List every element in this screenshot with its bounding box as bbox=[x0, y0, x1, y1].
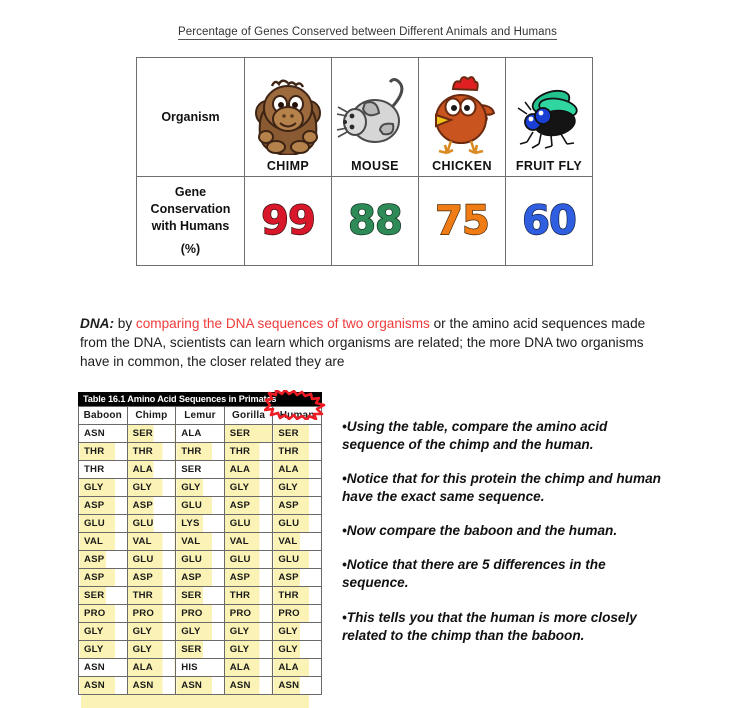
cell-organism-mouse bbox=[332, 58, 419, 177]
amino-acid-cell: ASP bbox=[273, 497, 322, 515]
amino-acid-cell: GLY bbox=[224, 641, 273, 659]
amino-acid-cell: ALA bbox=[224, 461, 273, 479]
column-header-baboon: Baboon bbox=[79, 407, 128, 425]
cell-value-chicken bbox=[419, 177, 506, 266]
table-row bbox=[79, 605, 322, 623]
amino-acid-body bbox=[79, 425, 322, 695]
amino-acid-cell: GLU bbox=[176, 551, 225, 569]
column-header-lemur: Lemur bbox=[176, 407, 225, 425]
amino-acid-cell: GLU bbox=[224, 551, 273, 569]
cell-organism-chicken bbox=[419, 58, 506, 177]
table-row bbox=[79, 587, 322, 605]
amino-acid-cell: ASN bbox=[79, 659, 128, 677]
table-row bbox=[79, 515, 322, 533]
amino-acid-cell: GLU bbox=[224, 515, 273, 533]
amino-acid-cell: GLU bbox=[127, 551, 176, 569]
amino-acid-cell: PRO bbox=[79, 605, 128, 623]
cell-value-chimp bbox=[245, 177, 332, 266]
chicken-illustration bbox=[423, 73, 501, 157]
page-title bbox=[0, 26, 735, 38]
amino-acid-cell: ASN bbox=[224, 677, 273, 695]
amino-acid-cell: SER bbox=[79, 587, 128, 605]
amino-acid-cell: GLY bbox=[127, 479, 176, 497]
column-header-chimp: Chimp bbox=[127, 407, 176, 425]
amino-acid-cell: PRO bbox=[127, 605, 176, 623]
amino-acid-cell: THR bbox=[273, 443, 322, 461]
cell-organism-fruit-fly bbox=[506, 58, 593, 177]
table-row bbox=[79, 659, 322, 677]
table-row bbox=[79, 533, 322, 551]
amino-acid-cell: ASN bbox=[176, 677, 225, 695]
cell-value-fruit-fly bbox=[506, 177, 593, 266]
dna-highlighted-phrase: comparing the DNA sequences of two organisms bbox=[135, 316, 430, 331]
table-row bbox=[79, 551, 322, 569]
dna-lead-label: DNA: bbox=[80, 316, 114, 331]
amino-acid-cell: VAL bbox=[273, 533, 322, 551]
amino-acid-cell: GLU bbox=[127, 515, 176, 533]
column-header-human: Human bbox=[273, 407, 322, 425]
fruit-fly-illustration bbox=[511, 73, 587, 157]
value-chimp: 99 bbox=[261, 198, 315, 244]
amino-acid-cell: GLU bbox=[273, 551, 322, 569]
amino-acid-cell: GLY bbox=[273, 641, 322, 659]
amino-acid-cell: ASP bbox=[176, 569, 225, 587]
row-header-gene-conservation-text: Gene Conservation with Humans bbox=[150, 184, 231, 233]
row-header-gene-conservation bbox=[137, 177, 245, 266]
page-title-text: Percentage of Genes Conserved between Different Animals and Humans bbox=[177, 26, 558, 38]
amino-acid-cell: THR bbox=[127, 587, 176, 605]
row-header-gene-conservation-unit: (%) bbox=[180, 242, 201, 257]
amino-acid-cell: GLU bbox=[176, 497, 225, 515]
amino-acid-table-caption: Table 16.1 Amino Acid Sequences in Primates bbox=[78, 392, 322, 406]
cell-organism-chimp bbox=[245, 58, 332, 177]
amino-acid-header-row bbox=[79, 407, 322, 425]
amino-acid-cell: GLY bbox=[79, 623, 128, 641]
dna-text-part1: by bbox=[113, 316, 136, 331]
amino-acid-cell: ASN bbox=[79, 425, 128, 443]
amino-acid-cell: THR bbox=[224, 587, 273, 605]
amino-acid-cell: GLY bbox=[273, 623, 322, 641]
table-row-conservation bbox=[137, 177, 593, 266]
amino-acid-cell: VAL bbox=[176, 533, 225, 551]
amino-acid-cell: GLY bbox=[224, 623, 273, 641]
table-row bbox=[79, 497, 322, 515]
amino-acid-cell: VAL bbox=[79, 533, 128, 551]
amino-acid-cell: ALA bbox=[127, 659, 176, 677]
table-row-organism bbox=[137, 58, 593, 177]
amino-acid-cell: THR bbox=[273, 587, 322, 605]
amino-acid-cell: THR bbox=[224, 443, 273, 461]
amino-acid-cell: GLY bbox=[273, 479, 322, 497]
amino-acid-cell: GLY bbox=[127, 623, 176, 641]
amino-acid-cell: GLY bbox=[176, 623, 225, 641]
amino-acid-cell: GLY bbox=[176, 479, 225, 497]
table-row bbox=[79, 641, 322, 659]
animal-label-fruit-fly: FRUIT FLY bbox=[515, 159, 583, 173]
cell-value-mouse bbox=[332, 177, 419, 266]
bullet-item-4: •Notice that there are 5 differences in the sequence. bbox=[342, 557, 606, 591]
amino-acid-cell: THR bbox=[176, 443, 225, 461]
amino-acid-cell: ASP bbox=[79, 497, 128, 515]
chimp-illustration bbox=[250, 73, 326, 157]
animal-label-chimp: CHIMP bbox=[266, 159, 310, 173]
amino-acid-cell: LYS bbox=[176, 515, 225, 533]
animal-label-chicken: CHICKEN bbox=[432, 159, 492, 173]
amino-acid-cell: ALA bbox=[273, 461, 322, 479]
bullet-item-3: •Now compare the baboon and the human. bbox=[342, 523, 618, 539]
table-row bbox=[79, 425, 322, 443]
amino-acid-cell: VAL bbox=[127, 533, 176, 551]
dna-paragraph bbox=[80, 315, 666, 371]
amino-acid-cell: ALA bbox=[224, 659, 273, 677]
amino-acid-cell: ALA bbox=[273, 659, 322, 677]
dna-text-part2: or the amino acid sequences made from the DNA, scientists can learn which organisms are related; the more DNA two organisms have in common, the closer related they are bbox=[80, 316, 646, 369]
amino-acid-cell: GLY bbox=[127, 641, 176, 659]
amino-acid-cell: ALA bbox=[176, 425, 225, 443]
bullet-item-2: •Notice that for this protein the chimp and human have the exact same sequence. bbox=[342, 471, 661, 505]
amino-acid-cell: SER bbox=[224, 425, 273, 443]
amino-acid-cell: PRO bbox=[273, 605, 322, 623]
amino-acid-cell: SER bbox=[176, 641, 225, 659]
amino-acid-cell: ALA bbox=[127, 461, 176, 479]
amino-acid-cell: GLY bbox=[224, 479, 273, 497]
value-chicken: 75 bbox=[435, 198, 489, 244]
amino-acid-cell: ASP bbox=[224, 569, 273, 587]
amino-acid-table-container bbox=[78, 392, 322, 708]
amino-acid-cell: GLU bbox=[79, 515, 128, 533]
amino-acid-cell: ASP bbox=[224, 497, 273, 515]
amino-acid-cell: ASN bbox=[273, 677, 322, 695]
table-row bbox=[79, 623, 322, 641]
amino-acid-cell: VAL bbox=[224, 533, 273, 551]
bullet-item-5: •This tells you that the human is more closely related to the chimp than the baboon. bbox=[342, 609, 637, 643]
table-row bbox=[79, 443, 322, 461]
bullet-list bbox=[342, 418, 672, 661]
amino-acid-cell: THR bbox=[79, 443, 128, 461]
amino-acid-cell: SER bbox=[176, 587, 225, 605]
gene-conservation-table bbox=[136, 57, 593, 266]
table-row bbox=[79, 479, 322, 497]
mouse-illustration bbox=[337, 73, 413, 157]
amino-acid-cell: SER bbox=[176, 461, 225, 479]
highlighter-overrun bbox=[81, 695, 309, 708]
amino-acid-cell: SER bbox=[127, 425, 176, 443]
amino-acid-cell: ASN bbox=[79, 677, 128, 695]
amino-acid-cell: PRO bbox=[176, 605, 225, 623]
bullet-item-1: •Using the table, compare the amino acid sequence of the chimp and the human. bbox=[342, 419, 608, 453]
table-row bbox=[79, 677, 322, 695]
amino-acid-cell: THR bbox=[127, 443, 176, 461]
amino-acid-cell: THR bbox=[79, 461, 128, 479]
table-row bbox=[79, 569, 322, 587]
value-fruit-fly: 60 bbox=[522, 198, 576, 244]
amino-acid-cell: PRO bbox=[224, 605, 273, 623]
amino-acid-cell: ASP bbox=[127, 569, 176, 587]
amino-acid-cell: ASN bbox=[127, 677, 176, 695]
animal-label-mouse: MOUSE bbox=[351, 159, 399, 173]
amino-acid-cell: SER bbox=[273, 425, 322, 443]
amino-acid-cell: ASP bbox=[79, 551, 128, 569]
amino-acid-cell: GLY bbox=[79, 479, 128, 497]
amino-acid-cell: GLY bbox=[79, 641, 128, 659]
row-header-organism: Organism bbox=[137, 58, 245, 177]
amino-acid-cell: ASP bbox=[79, 569, 128, 587]
column-header-gorilla: Gorilla bbox=[224, 407, 273, 425]
amino-acid-cell: HIS bbox=[176, 659, 225, 677]
amino-acid-table bbox=[78, 406, 322, 695]
value-mouse: 88 bbox=[348, 198, 402, 244]
amino-acid-cell: ASP bbox=[127, 497, 176, 515]
amino-acid-cell: GLU bbox=[273, 515, 322, 533]
amino-acid-cell: ASP bbox=[273, 569, 322, 587]
table-row bbox=[79, 461, 322, 479]
